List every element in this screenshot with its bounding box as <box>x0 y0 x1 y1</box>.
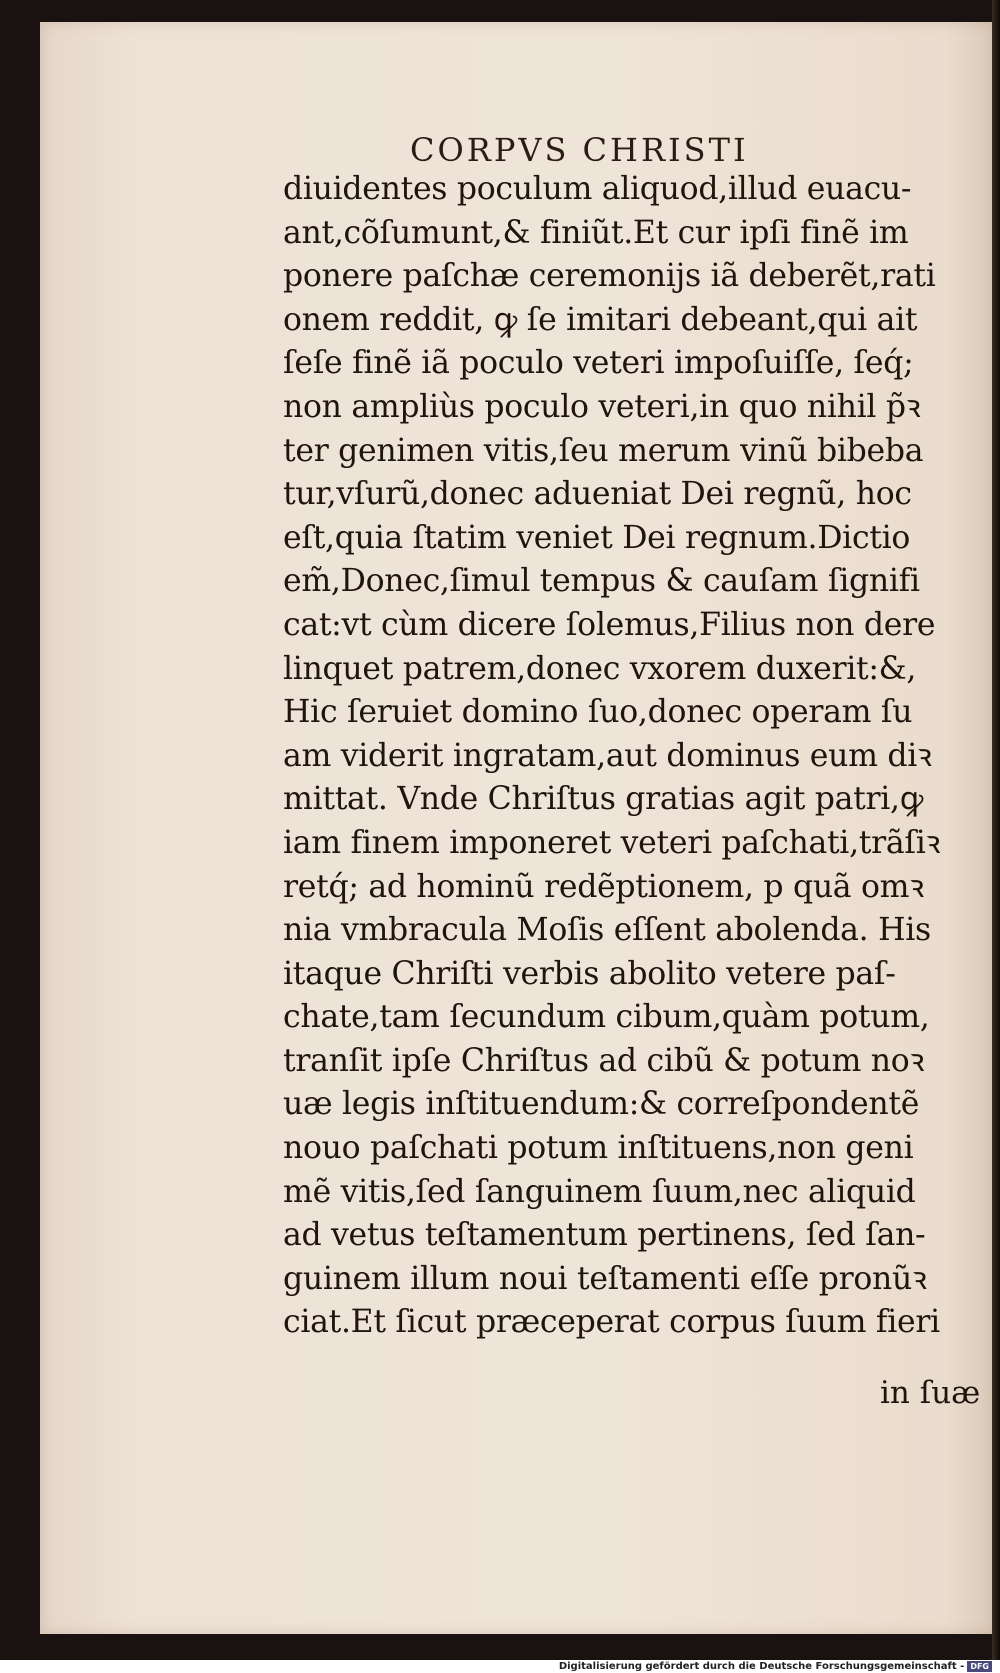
text-line: chate,tam ſecundum cibum,quàm potum, <box>283 999 930 1036</box>
text-line: ponere paſchæ ceremonijs iã deberẽt,rati <box>283 258 936 295</box>
text-line: em̃,Donec,ſimul tempus & cauſam ſignifi <box>283 563 920 600</box>
text-line: iam finem imponeret veteri paſchati,trãſiꝛ <box>283 824 941 861</box>
text-line: mittat. Vnde Chriſtus gratias agit patri,ꝙ <box>283 781 924 818</box>
text-line: eſt,quia ſtatim veniet Dei regnum.Dictio <box>283 519 911 556</box>
book-edge <box>992 0 1000 1660</box>
text-line: ſeſe finẽ iã poculo veteri impoſuiſſe, ſeq́; <box>283 345 914 382</box>
body-text <box>283 168 983 1345</box>
text-line: linquet patrem,donec vxorem duxerit:&, <box>283 650 917 687</box>
text-line: am viderit ingratam,aut dominus eum diꝛ <box>283 737 932 774</box>
text-line: retq́; ad hominũ redẽptionem, p quã omꝛ <box>283 868 924 905</box>
text-line: diuidentes poculum aliquod,illud euacu- <box>283 171 912 207</box>
text-line: ant,cõſumunt,& finiũt.Et cur ipſi finẽ im <box>283 214 909 251</box>
catchword: in ſuæ <box>880 1375 981 1411</box>
credit-text: Digitalisierung gefördert durch die Deutsche Forschungsgemeinschaft - <box>558 1661 965 1672</box>
text-line: tur,vſurũ,donec adueniat Dei regnũ, hoc <box>283 476 912 513</box>
text-line: mẽ vitis,ſed ſanguinem ſuum,nec aliquid <box>283 1173 916 1210</box>
text-line: onem reddit, ꝙ ſe imitari debeant,qui ait <box>283 301 918 338</box>
text-line: tranſit ipſe Chriſtus ad cibũ & potum noꝛ <box>283 1042 925 1079</box>
text-line: ad vetus teſtamentum pertinens, ſed ſan- <box>283 1217 926 1254</box>
digitization-credit <box>559 1661 992 1672</box>
text-line: guinem illum noui teſtamenti eſſe pronũꝛ <box>283 1260 927 1297</box>
text-line: ciat.Et ſicut præceperat corpus ſuum fieri <box>283 1304 940 1341</box>
text-line: non ampliùs poculo veteri,in quo nihil p̃ꝛ <box>283 388 921 425</box>
text-line: ter genimen vitis,ſeu merum vinũ bibeba <box>283 432 924 469</box>
dfg-logo-icon: DFG <box>967 1661 992 1672</box>
text-line: itaque Chriſti verbis abolito vetere paſ- <box>283 955 896 992</box>
text-line: uæ legis inſtituendum:& correſpondentẽ <box>283 1086 920 1123</box>
text-line: Hic ſeruiet domino ſuo,donec operam ſu <box>283 694 913 731</box>
running-head: CORPVS CHRISTI <box>410 131 749 169</box>
text-line: nia vmbracula Moſis eſſent abolenda. His <box>283 912 931 949</box>
text-line: nouo paſchati potum inſtituens,non geni <box>283 1130 914 1167</box>
text-line: cat:vt cùm dicere ſolemus,Filius non dere <box>283 606 936 643</box>
